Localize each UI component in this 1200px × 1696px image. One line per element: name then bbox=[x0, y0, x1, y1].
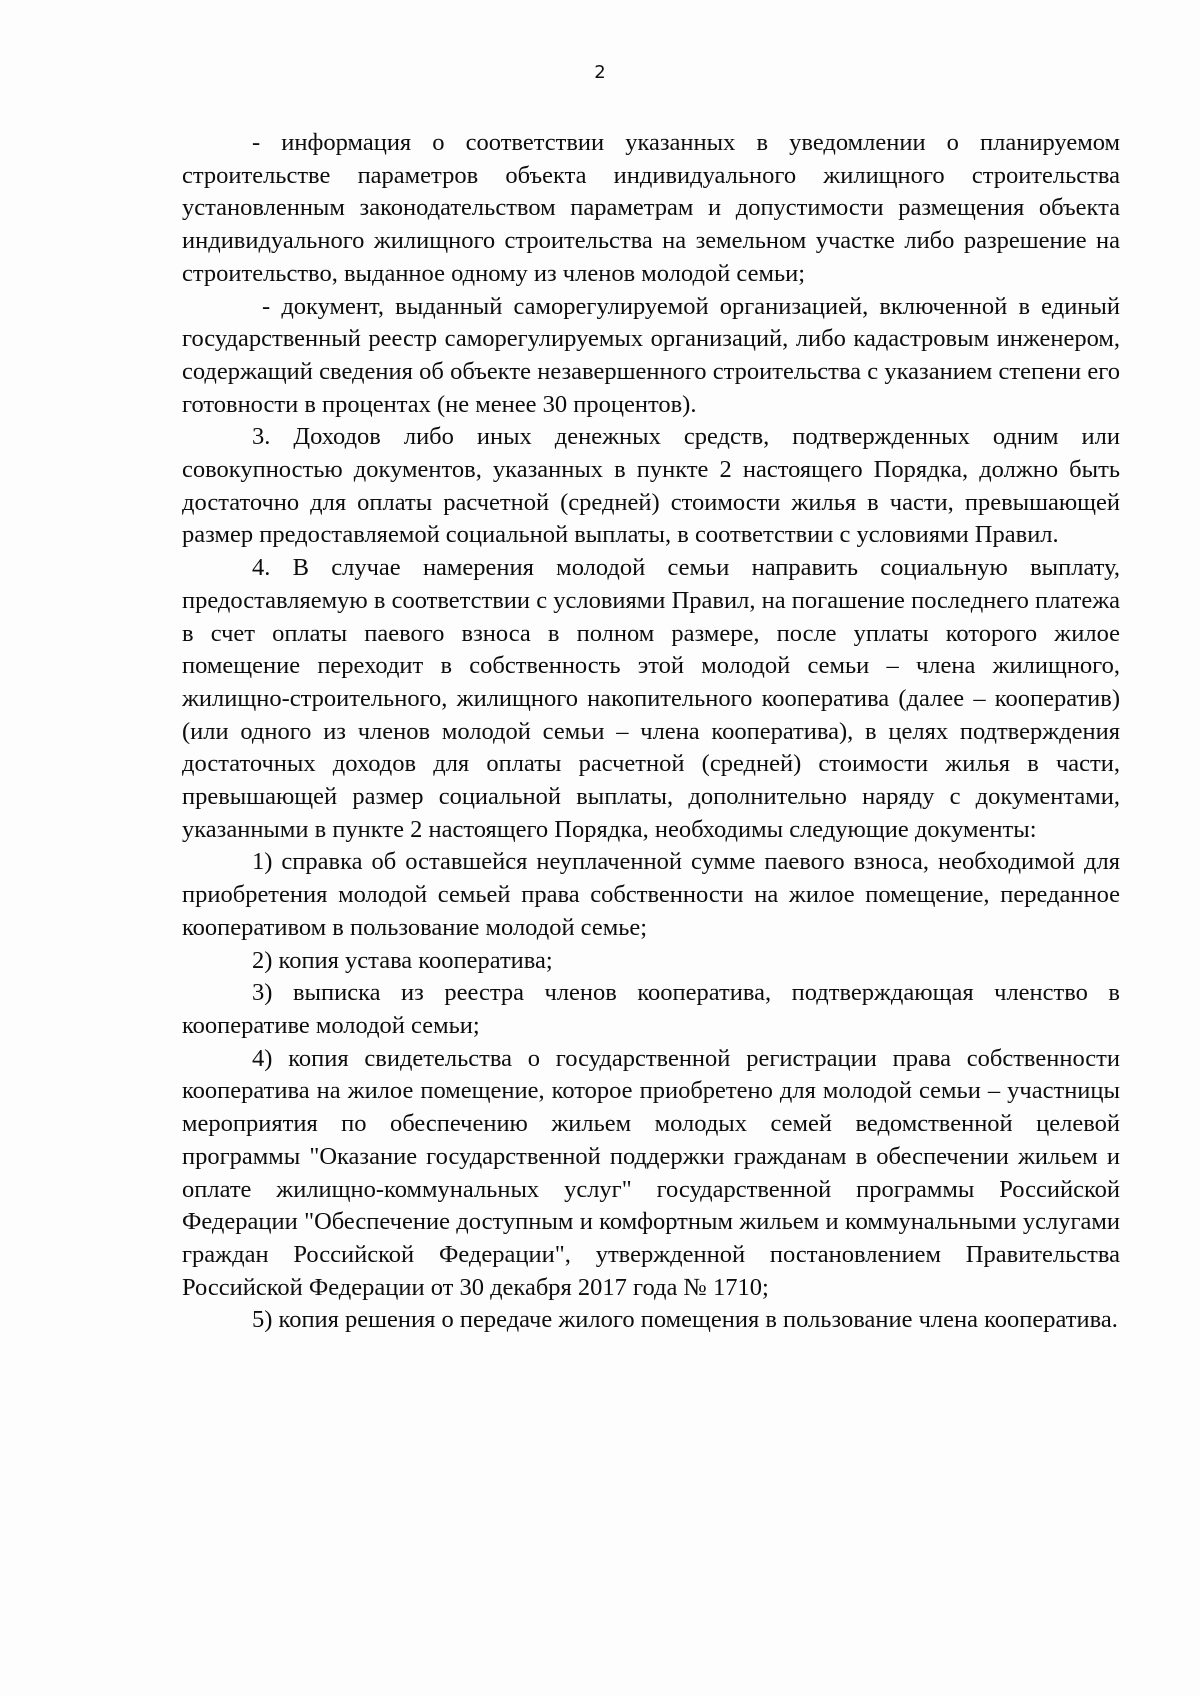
document-body bbox=[182, 127, 1120, 1337]
paragraph-sro-document: - документ, выданный саморегулируемой организацией, включенной в единый государственный реестр саморегулируемых организаций, либо кадастровым инженером, содержащий сведения об объекте незавершенного строительства с указанием степени его готовности в процентах (не менее 30 процентов). bbox=[182, 292, 1120, 418]
paragraph-item-3: 3. Доходов либо иных денежных средств, подтвержденных одним или совокупностью документов, указанных в пункте 2 настоящего Порядка, должно быть достаточно для оплаты расчетной (средней) стоимости жилья в части, превышающей размер предоставляемой социальной выплаты, в соответствии с условиями Правил. bbox=[182, 423, 1120, 549]
list-item-5: 5) копия решения о передаче жилого помещения в пользование члена кооператива. bbox=[252, 1306, 1118, 1334]
list-item-3: 3) выписка из реестра членов кооператива, подтверждающая членство в кооперативе молодой семьи; bbox=[182, 979, 1120, 1039]
paragraph-info-notification: - информация о соответствии указанных в уведомлении о планируемом строительстве параметров объекта индивидуального жилищного строительства установленным законодательством параметрам и допустимости размещения объекта индивидуального жилищного строительства на земельном участке либо разрешение на строительство, выданное одному из членов молодой семьи; bbox=[182, 129, 1120, 287]
page-number: 2 bbox=[594, 62, 606, 83]
paragraph-item-4: 4. В случае намерения молодой семьи направить социальную выплату, предоставляемую в соответствии с условиями Правил, на погашение последнего платежа в счет оплаты паевого взноса в полном размере, после уплаты которого жилое помещение переходит в собственность этой молодой семьи – члена жилищного, жилищно-строительного, жилищного накопительного кооператива (далее – кооператив) (или одного из членов молодой семьи – члена кооператива), в целях подтверждения достаточных доходов для оплаты расчетной (средней) стоимости жилья в части, превышающей размер социальной выплаты, дополнительно наряду с документами, указанными в пункте 2 настоящего Порядка, необходимы следующие документы: bbox=[182, 554, 1120, 843]
list-item-4: 4) копия свидетельства о государственной регистрации права собственности кооператива на жилое помещение, которое приобретено для молодой семьи – участницы мероприятия по обеспечению жильем молодых семей ведомственной целевой программы "Оказание государственной поддержки гражданам в обеспечении жильем и оплате жилищно-коммунальных услуг" государственной программы Российской Федерации "Обеспечение доступным и комфортным жильем и коммунальными услугами граждан Российской Федерации", утвержденной постановлением Правительства Российской Федерации от 30 декабря 2017 года № 1710; bbox=[182, 1044, 1120, 1301]
list-item-1: 1) справка об оставшейся неуплаченной сумме паевого взноса, необходимой для приобретения молодой семьей права собственности на жилое помещение, переданное кооперативом в пользование молодой семье; bbox=[182, 848, 1120, 941]
list-item-2: 2) копия устава кооператива; bbox=[252, 946, 553, 974]
